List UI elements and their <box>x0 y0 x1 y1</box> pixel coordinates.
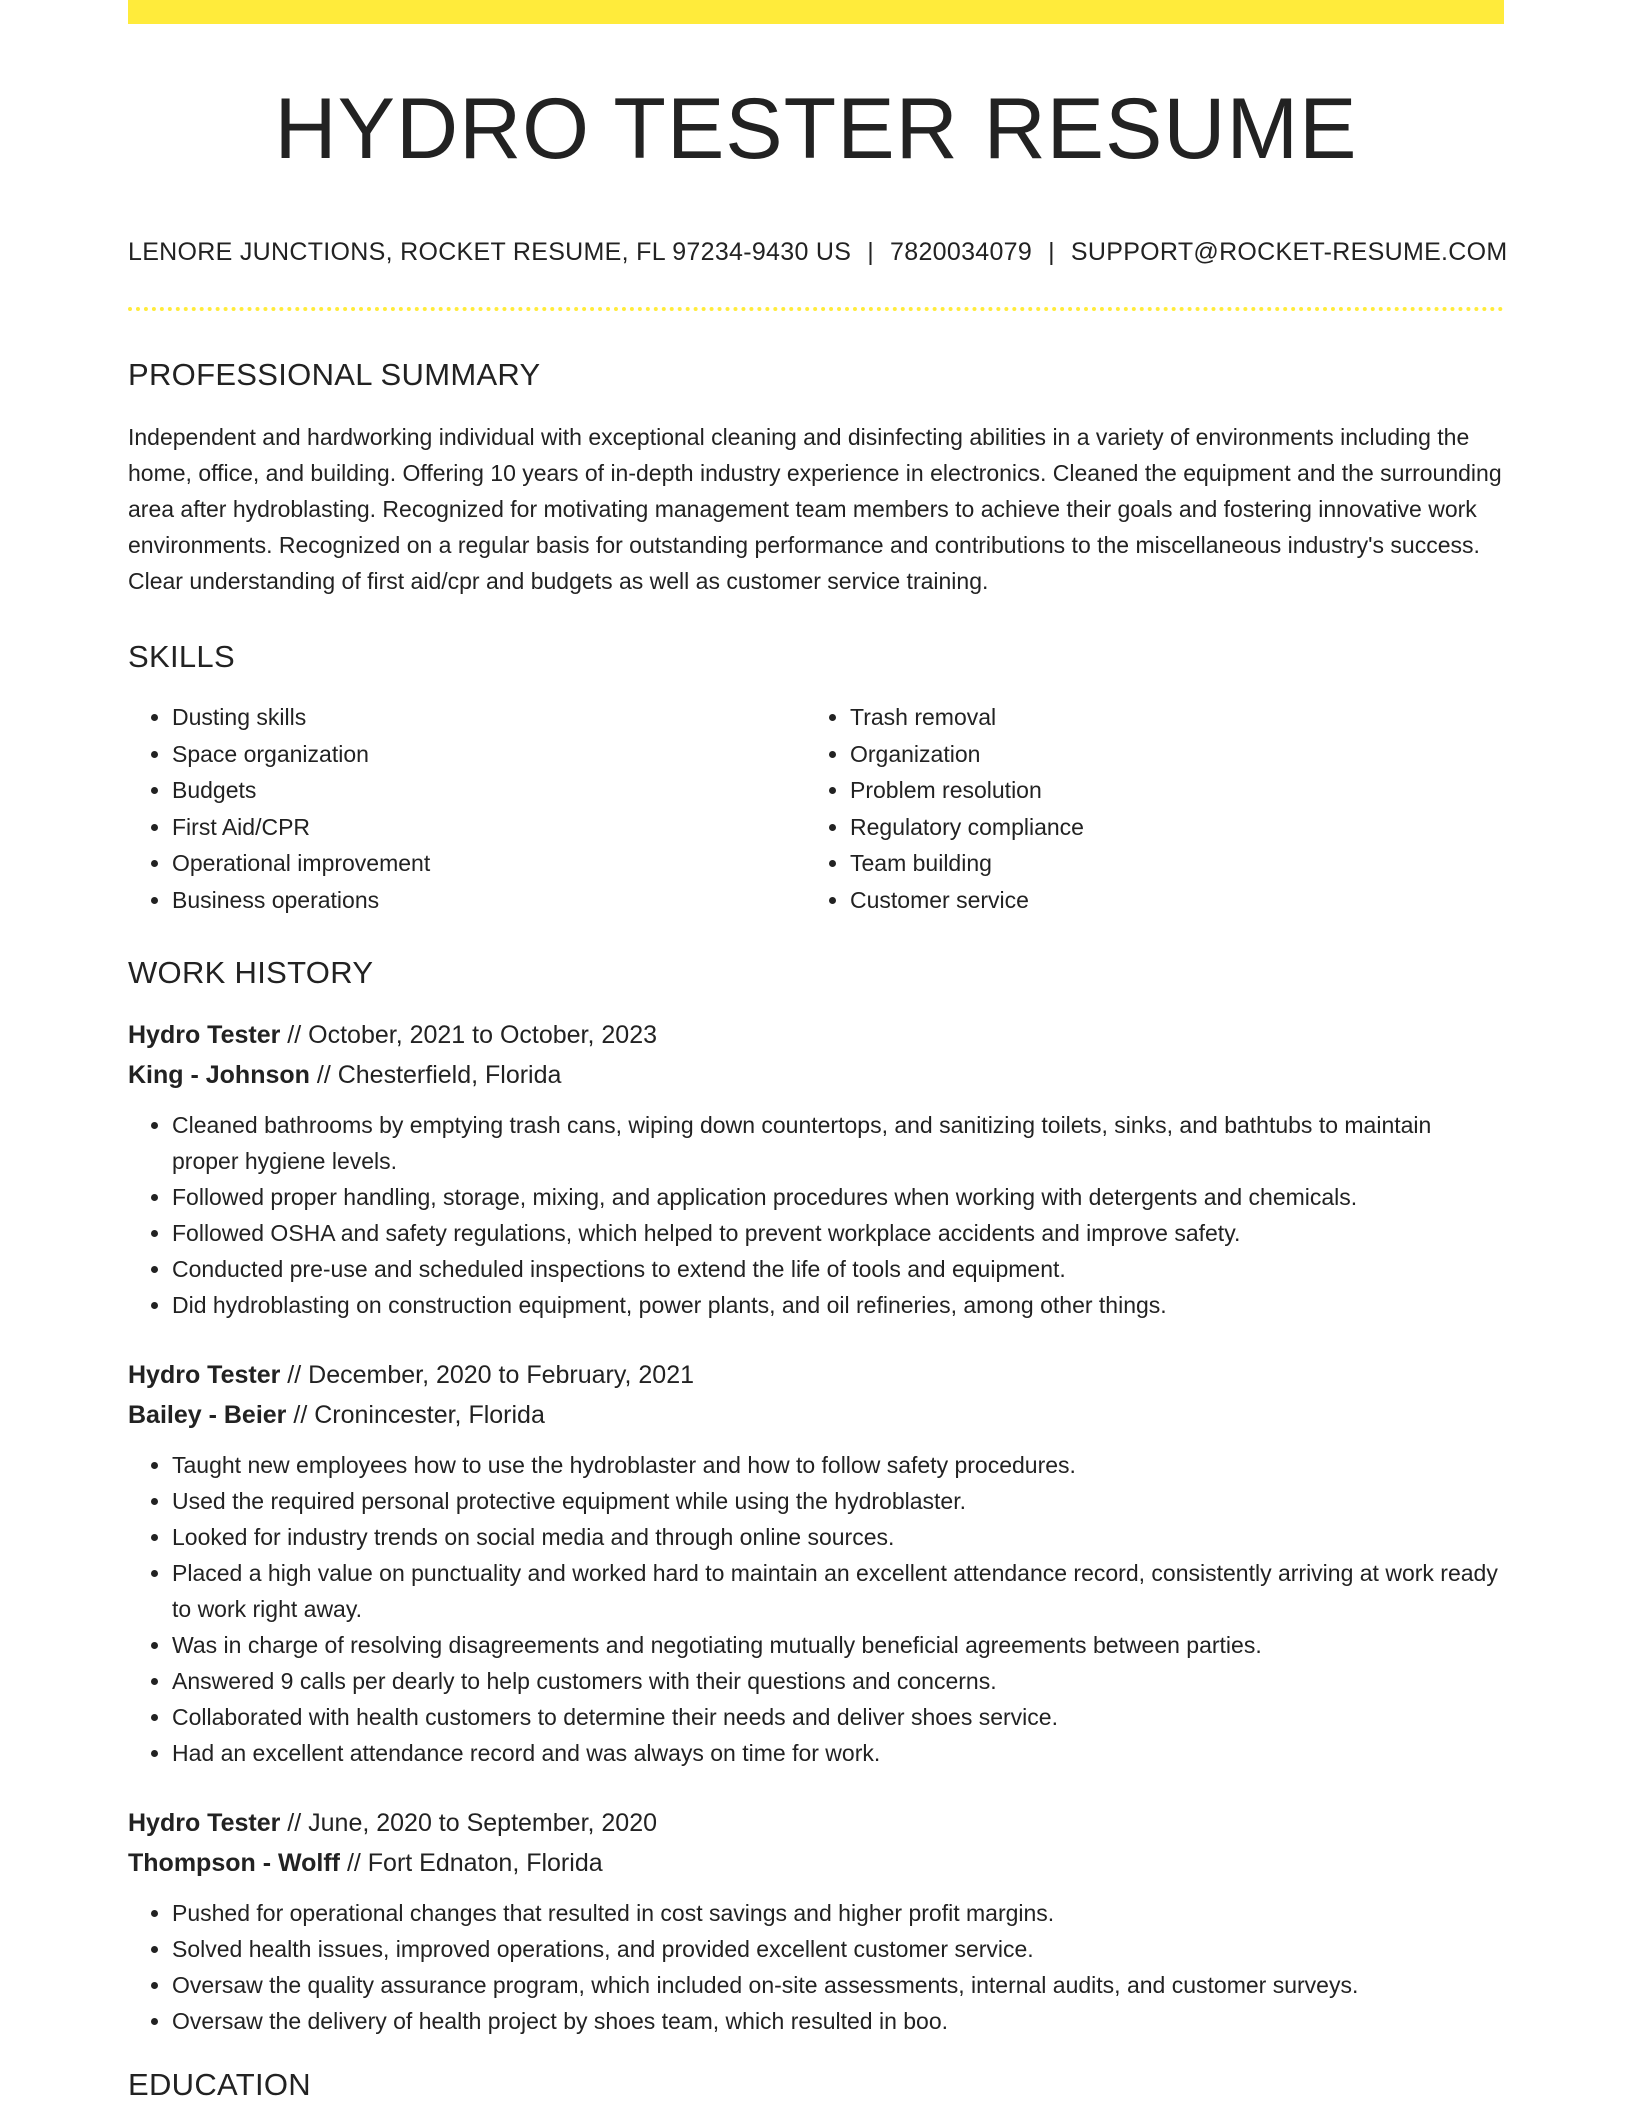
skill-item: • Operational improvement <box>172 845 806 882</box>
job-bullet: • Answered 9 calls per dearly to help customers with their questions and concerns. <box>172 1663 1504 1699</box>
job-title-line <box>128 1355 1504 1395</box>
skill-item: • Team building <box>850 845 1484 882</box>
resume-page <box>128 0 1508 2103</box>
job-title-line <box>128 1015 1504 1055</box>
skill-item: • Regulatory compliance <box>850 809 1484 846</box>
job-company-line <box>128 1843 1504 1883</box>
contact-address: LENORE JUNCTIONS, ROCKET RESUME, FL 97234-9430 US <box>128 238 852 266</box>
job-entry <box>128 1803 1504 2039</box>
skill-item: • Budgets <box>172 772 806 809</box>
job-bullet: • Cleaned bathrooms by emptying trash cans, wiping down countertops, and sanitizing toilets, sinks, and bathtubs to maintain proper hygiene levels. <box>172 1107 1504 1179</box>
job-company: Thompson - Wolff <box>128 1848 340 1877</box>
job-dates: // December, 2020 to February, 2021 <box>280 1360 695 1389</box>
job-bullet: • Did hydroblasting on construction equipment, power plants, and oil refineries, among other things. <box>172 1287 1504 1323</box>
skill-item: • Problem resolution <box>850 772 1484 809</box>
skills-heading: SKILLS <box>128 639 235 674</box>
skill-item: • Trash removal <box>850 699 1484 736</box>
job-title: Hydro Tester <box>128 1360 281 1389</box>
skills-list <box>128 699 1504 919</box>
job-entry <box>128 1015 1504 1323</box>
top-accent-bar <box>128 0 1504 24</box>
job-bullets <box>128 1895 1504 2039</box>
work-history-heading: WORK HISTORY <box>128 954 374 990</box>
job-location: // Fort Ednaton, Florida <box>340 1848 603 1877</box>
job-bullet: • Had an excellent attendance record and was always on time for work. <box>172 1735 1504 1771</box>
job-bullet: • Followed OSHA and safety regulations, which helped to prevent workplace accidents and improve safety. <box>172 1215 1504 1251</box>
summary-heading: PROFESSIONAL SUMMARY <box>128 357 541 392</box>
contact-phone: 7820034079 <box>890 238 1033 266</box>
job-company: Bailey - Beier <box>128 1400 287 1429</box>
job-company-line <box>128 1395 1504 1435</box>
job-bullet: • Solved health issues, improved operations, and provided excellent customer service. <box>172 1931 1504 1967</box>
job-bullets <box>128 1447 1504 1771</box>
job-bullet: • Was in charge of resolving disagreements and negotiating mutually beneficial agreements between parties. <box>172 1627 1504 1663</box>
job-bullet: • Collaborated with health customers to determine their needs and deliver shoes service. <box>172 1699 1504 1735</box>
skills-column-right <box>806 699 1484 919</box>
job-bullet: • Placed a high value on punctuality and worked hard to maintain an excellent attendance record, consistently arriving at work ready to work right away. <box>172 1555 1504 1627</box>
skill-item: • Dusting skills <box>172 699 806 736</box>
dotted-divider <box>128 307 1504 311</box>
skill-item: • First Aid/CPR <box>172 809 806 846</box>
job-company-line <box>128 1055 1504 1095</box>
job-title: Hydro Tester <box>128 1808 281 1837</box>
skill-item: • Customer service <box>850 882 1484 919</box>
skill-item: • Organization <box>850 736 1484 773</box>
job-bullet: • Followed proper handling, storage, mixing, and application procedures when working with detergents and chemicals. <box>172 1179 1504 1215</box>
job-bullet: • Used the required personal protective equipment while using the hydroblaster. <box>172 1483 1504 1519</box>
job-bullet: • Pushed for operational changes that resulted in cost savings and higher profit margins. <box>172 1895 1504 1931</box>
skill-item: • Space organization <box>172 736 806 773</box>
job-dates: // June, 2020 to September, 2020 <box>280 1808 658 1837</box>
resume-title: HYDRO TESTER RESUME <box>274 81 1358 177</box>
job-bullets <box>128 1107 1504 1323</box>
job-entry <box>128 1355 1504 1771</box>
job-bullet: • Looked for industry trends on social media and through online sources. <box>172 1519 1504 1555</box>
contact-separator: | <box>1048 238 1055 266</box>
job-bullet: • Taught new employees how to use the hydroblaster and how to follow safety procedures. <box>172 1447 1504 1483</box>
education-heading: EDUCATION <box>128 2066 311 2102</box>
summary-text: Independent and hardworking individual with exceptional cleaning and disinfecting abilities in a variety of environments including the home, office, and building. Offering 10 years of in-depth industry experience in electronics. Cleaned the equipment and the surrounding area after hydroblasting. Recognized for motivating management team members to achieve their goals and fostering innovative work environments. Recognized on a regular basis for outstanding performance and contributions to the miscellaneous industry's success. Clear understanding of first aid/cpr and budgets as well as customer service training. <box>128 424 1502 594</box>
job-location: // Chesterfield, Florida <box>309 1060 562 1089</box>
job-bullet: • Conducted pre-use and scheduled inspections to extend the life of tools and equipment. <box>172 1251 1504 1287</box>
job-bullet: • Oversaw the quality assurance program, which included on-site assessments, internal audits, and customer surveys. <box>172 1967 1504 2003</box>
contact-line <box>128 238 1508 267</box>
job-title: Hydro Tester <box>128 1020 281 1049</box>
skill-item: • Business operations <box>172 882 806 919</box>
skills-column-left <box>128 699 806 919</box>
job-dates: // October, 2021 to October, 2023 <box>280 1020 657 1049</box>
job-bullet: • Oversaw the delivery of health project by shoes team, which resulted in boo. <box>172 2003 1504 2039</box>
contact-email: SUPPORT@ROCKET-RESUME.COM <box>1070 238 1508 266</box>
job-title-line <box>128 1803 1504 1843</box>
job-company: King - Johnson <box>128 1060 310 1089</box>
contact-separator: | <box>867 238 875 266</box>
job-location: // Cronincester, Florida <box>286 1400 545 1429</box>
